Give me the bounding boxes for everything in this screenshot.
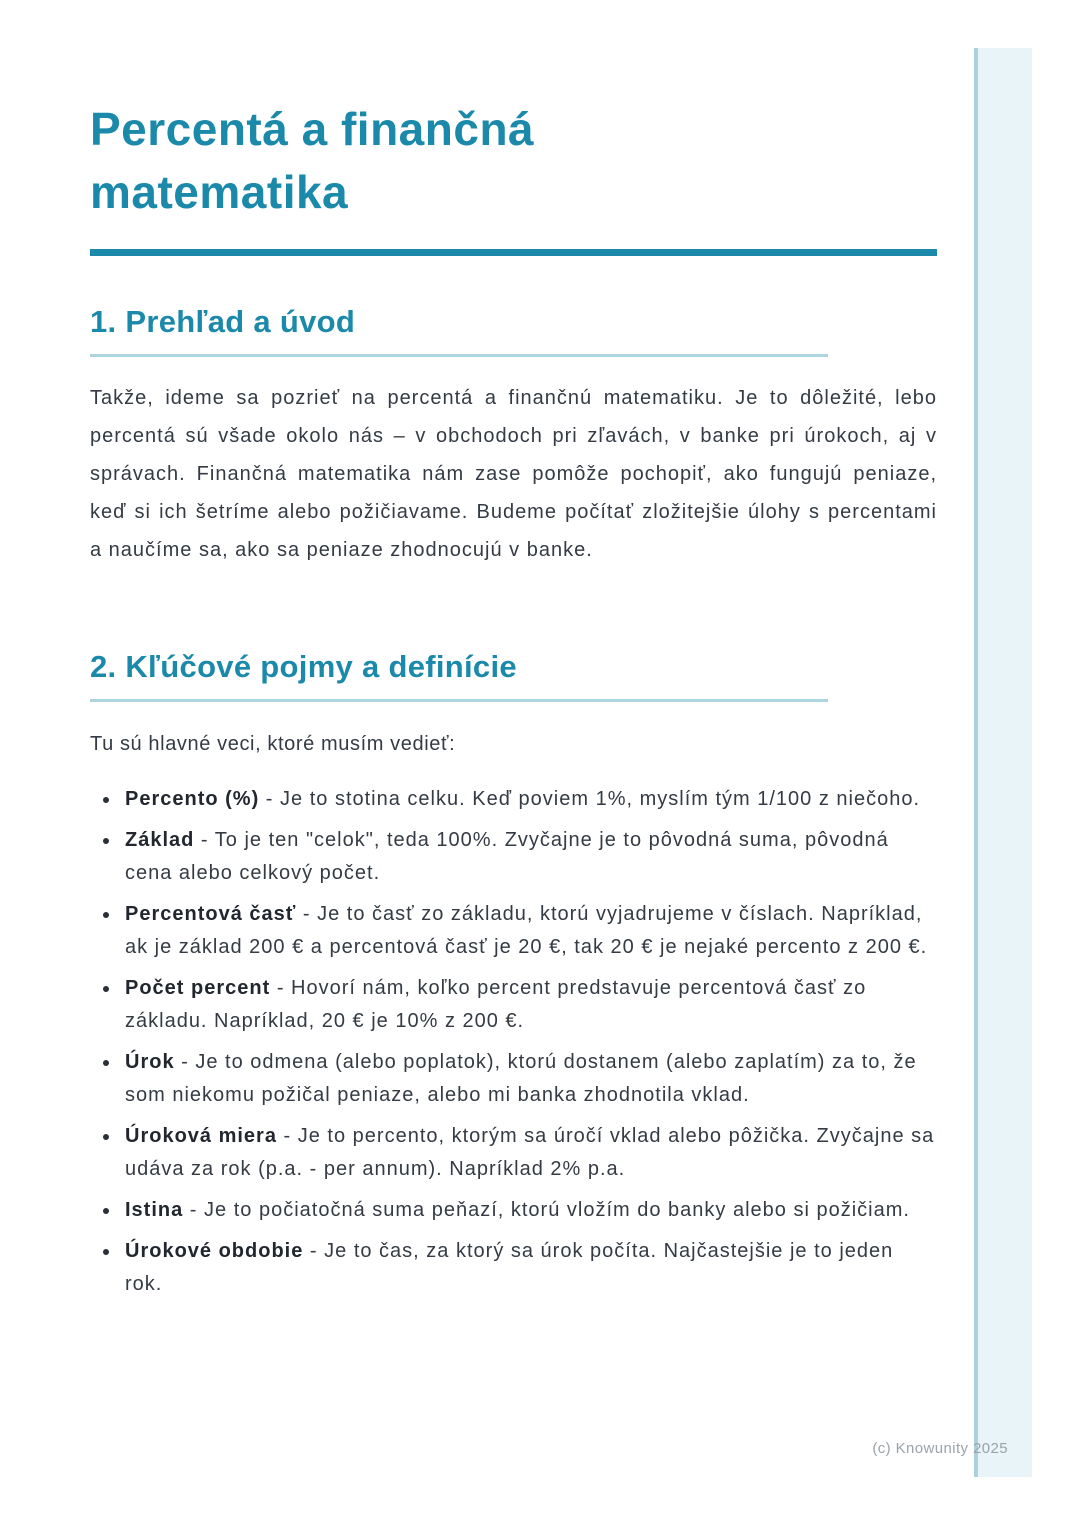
term-separator: - bbox=[194, 829, 215, 851]
copyright-footer: (c) Knowunity 2025 bbox=[872, 1440, 1008, 1457]
term-item-zaklad bbox=[90, 824, 937, 890]
term-definition: To je ten "celok", teda 100%. Zvyčajne je to pôvodná suma, pôvodná cena alebo celkový počet. bbox=[125, 829, 889, 884]
terms-list bbox=[90, 783, 937, 1301]
term-definition: Je to časť zo základu, ktorú vyjadrujeme v číslach. Napríklad, ak je základ 200 € a percentová časť je 20 €, tak 20 € je nejaké percento z 200 €. bbox=[125, 903, 928, 958]
term-separator: - bbox=[303, 1240, 325, 1262]
term-separator: - bbox=[276, 1125, 298, 1147]
term-name: Počet percent bbox=[125, 977, 271, 999]
section-1-underline bbox=[90, 354, 828, 357]
section-2-underline bbox=[90, 699, 828, 702]
term-item-pocet-percent bbox=[90, 972, 937, 1038]
term-definition: Je to odmena (alebo poplatok), ktorú dostanem (alebo zaplatím) za to, že som niekomu požičal peniaze, alebo mi banka zhodnotila vklad. bbox=[125, 1051, 917, 1106]
section-2-heading: 2. Kľúčové pojmy a definície bbox=[90, 649, 517, 684]
term-separator: - bbox=[259, 788, 281, 810]
term-separator: - bbox=[270, 977, 292, 999]
section-overview bbox=[90, 302, 937, 569]
term-name: Úrokové obdobie bbox=[125, 1240, 304, 1262]
term-definition: Je to stotina celku. Keď poviem 1%, myslím tým 1/100 z niečoho. bbox=[280, 788, 921, 810]
section-key-terms bbox=[90, 647, 937, 1301]
section-1-heading: 1. Prehľad a úvod bbox=[90, 304, 356, 339]
title-rule bbox=[90, 249, 937, 256]
term-separator: - bbox=[183, 1199, 205, 1221]
term-item-urokove-obdobie bbox=[90, 1235, 937, 1301]
term-definition: Je to počiatočná suma peňazí, ktorú vložím do banky alebo si požičiam. bbox=[204, 1199, 910, 1221]
term-definition: Je to percento, ktorým sa úročí vklad alebo pôžička. Zvyčajne sa udáva za rok (p.a. - per annum). Napríklad 2% p.a. bbox=[125, 1125, 935, 1180]
term-name: Percento (%) bbox=[125, 788, 260, 810]
document-content bbox=[90, 98, 937, 1309]
section-2-intro: Tu sú hlavné veci, ktoré musím vedieť: bbox=[90, 733, 456, 755]
term-item-urok bbox=[90, 1046, 937, 1112]
term-item-istina bbox=[90, 1194, 937, 1227]
term-item-urokova-miera bbox=[90, 1120, 937, 1186]
term-definition: Hovorí nám, koľko percent predstavuje percentová časť zo základu. Napríklad, 20 € je 10% z 200 €. bbox=[125, 977, 867, 1032]
term-item-percentova-cast bbox=[90, 898, 937, 964]
term-name: Istina bbox=[125, 1199, 184, 1221]
term-name: Úroková miera bbox=[125, 1125, 277, 1147]
term-separator: - bbox=[296, 903, 318, 925]
page-edge-stripe bbox=[974, 48, 1032, 1477]
page-title: Percentá a finančná matematika bbox=[90, 103, 535, 218]
term-name: Úrok bbox=[125, 1051, 175, 1073]
term-separator: - bbox=[174, 1051, 196, 1073]
term-name: Základ bbox=[125, 829, 195, 851]
section-1-paragraph: Takže, ideme sa pozrieť na percentá a finančnú matematiku. Je to dôležité, lebo percentá sú všade okolo nás – v obchodoch pri zľavách, v banke pri úrokoch, aj v správach. Finančná matematika nám zase pomôže pochopiť, ako fungujú peniaze, keď si ich šetríme alebo požičiavame. Budeme počítať zložitejšie úlohy s percentami a naučíme sa, ako sa peniaze zhodnocujú v banke. bbox=[90, 387, 937, 561]
term-definition: Je to čas, za ktorý sa úrok počíta. Najčastejšie je to jeden rok. bbox=[125, 1240, 894, 1295]
term-item-percento bbox=[90, 783, 937, 816]
term-name: Percentová časť bbox=[125, 903, 297, 925]
